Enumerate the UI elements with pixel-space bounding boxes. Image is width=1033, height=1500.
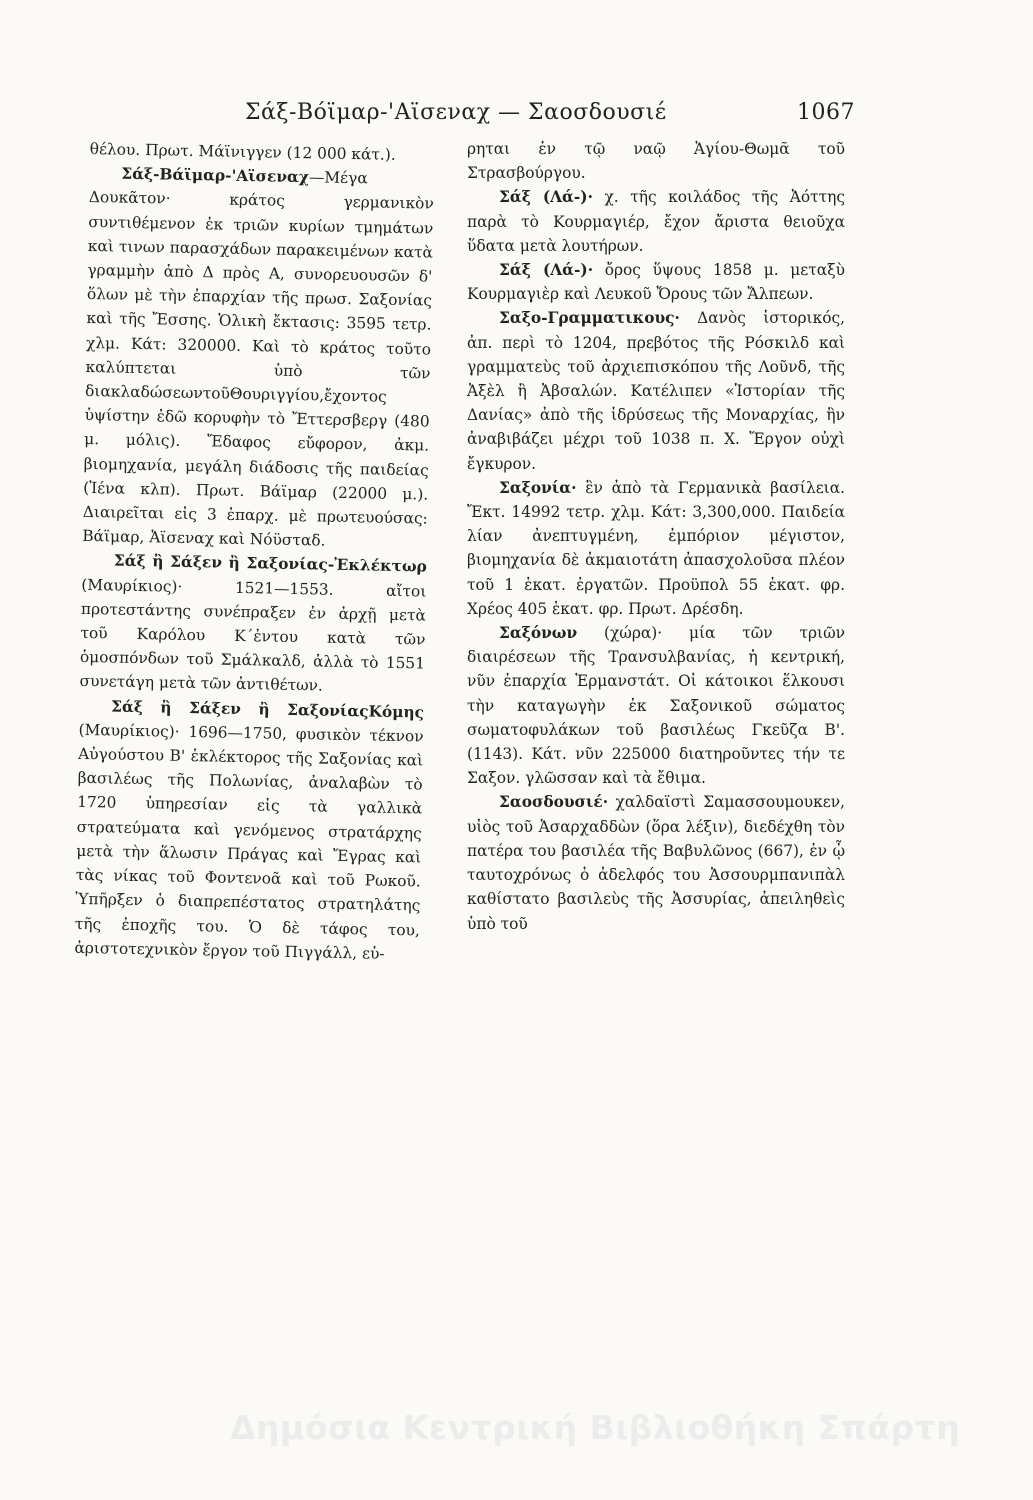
entry-body: χ. τῆς κοιλάδος τῆς Ἀόττης παρὰ τὸ Κουρμαγιέρ, ἔχον ἄριστα θειοῦχα ὕδατα μετὰ λουτήρων.	[467, 188, 845, 255]
running-head	[245, 100, 855, 134]
entry-body: (Μαυρίκιος)· 1696—1750, φυσικὸν τέκνον Αὐγούστου Β' ἐκλέκτορος τῆς Σαξονίας καὶ βασιλέως τῆς Πολωνίας, ἀναλαβὼν τὸ 1720 ὑπηρεσίαν εἰς τὰ γαλλικὰ στρατεύματα καὶ γενόμενος στρατάρχης μετὰ τὴν ἅλωσιν Πράγας καὶ Ἔγρας καὶ τὰς νίκας τοῦ Φοντενοᾶ καὶ τοῦ Ρωκοῦ. Ὑπῆρξεν ὁ διαπρεπέστατος στρατηλάτης τῆς ἐποχῆς του. Ὁ δὲ τάφος του, ἀριστοτεχνικὸν ἔργον τοῦ Πιγγάλλ, εὑ-	[74, 720, 424, 963]
entry-headword: Σάξ ἢ Σάξεν ἢ ΣαξονίαςΚόμης	[110, 697, 425, 722]
library-watermark: Δημόσια Κεντρική Βιβλιοθήκη Σπάρτη	[230, 1408, 961, 1447]
entry-headword: Σαξόνων	[499, 624, 578, 643]
entry-saxony	[467, 476, 845, 621]
entry-saxe-count-maurice	[74, 694, 424, 967]
entry-headword: Σάξ (Λά-)·	[499, 261, 594, 280]
entry-body: (χώρα)· μία τῶν τριῶν διαιρέσεων τῆς Τρανσυλβανίας, ἡ κεντρική, νῦν ἐπαρχία Ἑρμανστάτ. Οἱ κάτοικοι ἕλκουσι τὴν καταγωγὴν ἐκ Σαξονικοῦ σώματος σωματοφυλάκων τοῦ βασιλέως Γκεῦζα Β'. (1143). Κάτ. νῦν 225000 διατηροῦντες τήν τε Σαξον. γλῶσσαν καὶ τὰ ἔθιμα.	[467, 624, 845, 788]
entry-body: —Μέγα Δουκᾶτον· κράτος γερμανικὸν συντιθέμενον ἐκ τριῶν κυρίων τμημάτων καὶ τινων παρασχάδων παρακειμένων κατὰ γραμμὴν ἀπὸ Δ πρὸς Α, συνορευουσῶν δ' ὅλων μὲ τὴν ἐπαρχίαν τῆς πρωσ. Σαξονίας καὶ τῆς Ἔσσης. Ὁλικὴ ἔκτασις: 3595 τετρ. χλμ. Κάτ: 320000. Καὶ τὸ κράτος τοῦτο καλύπτεται ὑπὸ τῶν διακλαδώσεωντοῦΘουριγγίου,ἔχοντος ὑψίστην ἐδῶ κορυφὴν τὸ Ἔττερσβεργ (480 μ. μόλις). Ἔδαφος εὔφορον, ἀκμ. βιομηχανία, μεγάλη διάδοσις τῆς παιδείας (Ἰένα κλπ). Πρωτ. Βάϊμαρ (22000 μ.). Διαιρεῖται εἰς 3 ἐπαρχ. μὲ πρωτευούσας: Βάϊμαρ, Ἀϊσεναχ καὶ Νόϋσταδ.	[82, 168, 434, 550]
entry-la-saxe-mountain	[467, 258, 845, 306]
entry-body: (Μαυρίκιος)· 1521—1553. αἴτοι προτεστάντης συνέπραξεν ἐν ἀρχῇ μετὰ τοῦ Καρόλου Κ΄ἐντου κατὰ τῶν ὁμοσπόνδων τοῦ Σμάλκαλδ, ἀλλὰ τὸ 1551 συνετάγη μετὰ τῶν ἀντιθέτων.	[79, 575, 427, 696]
entry-headword: Σάξ-Βάϊμαρ-'Αϊσεναχ	[121, 164, 310, 187]
right-column	[467, 137, 845, 936]
entry-body: χαλδαϊστὶ Σαμασσουμουκεν, υἱὸς τοῦ Ἀσαρχαδδὼν (ὅρα λέξιν), διεδέχθη τὸν πατέρα του βασιλέα τῆς Βαβυλῶνος (667), ἐν ᾧ ταυτοχρόνως ὁ ἀδελφός του Ἀσσουρμπανιπὰλ καθίστατο βασιλεὺς τῆς Ἀσσυρίας, ἀπειληθεὶς ὑπὸ τοῦ	[467, 793, 845, 933]
left-column	[74, 137, 435, 966]
entry-saxe-elector-maurice	[79, 548, 427, 700]
entry-headword: Σάξ (Λά-)·	[499, 188, 593, 207]
entry-headword: Σαξονία·	[499, 478, 577, 497]
entry-saxo-grammaticus	[467, 306, 845, 475]
entry-body: ἓν ἀπὸ τὰ Γερμανικὰ βασίλεια. Ἔκτ. 14992 τετρ. χλμ. Κάτ: 3,300,000. Παιδεία λίαν ἀνεπτυγμένη, ἐμπόριον μέγιστον, βιομηχανία δὲ ἀκμαιοτάτη ἀπασχολοῦσα πλέον τοῦ 1 ἑκατ. ἐργατῶν. Προϋπολ 55 ἑκατ. φρ. Χρέος 405 ἑκατ. φρ. Πρωτ. Δρέσδη.	[467, 478, 845, 618]
entry-body: ὄρος ὕψους 1858 μ. μεταξὺ Κουρμαγιὲρ καὶ Λευκοῦ Ὄρους τῶν Ἄλπεων.	[467, 261, 845, 304]
entry-headword: Σαξο-Γραμματικους·	[499, 309, 680, 328]
page-number: 1067	[797, 100, 855, 125]
entry-saxe-weimar-eisenach	[82, 161, 434, 555]
entry-saxon-land	[467, 621, 845, 790]
entry-saosduchin	[467, 790, 845, 935]
left-continuation: θέλου. Πρωτ. Μάϊνιγγεν (12 000 κάτ.).	[89, 139, 396, 164]
entry-la-saxe-valley	[467, 185, 845, 258]
entry-body: Δανὸς ἱστορικός, ἀπ. περὶ τὸ 1204, πρεβότος τῆς Ρόσκιλδ καὶ γραμματεὺς τοῦ ἀρχιεπισκόπου τῆς Λοῦνδ, τῆς Ἀξὲλ ἢ Ἀβσαλών. Κατέλιπεν «Ἱστορίαν τῆς Δανίας» ἀπὸ τῆς ἱδρύσεως τῆς Μοναρχίας, ἣν ἀναβιβάζει μέχρι τοῦ 1038 π. Χ. Ἔργον οὐχὶ ἔγκυρον.	[467, 309, 845, 473]
entry-headword: Σαοσδουσιέ·	[499, 793, 609, 812]
entry-headword: Σάξ ἢ Σάξεν ἢ Σαξονίας-Ἐκλέκτωρ	[113, 551, 427, 576]
right-continuation: ρηται ἐν τῷ ναῷ Ἁγίου-Θωμᾶ τοῦ Στρασβούργου.	[467, 140, 845, 183]
running-head-title: Σάξ-Βόϊμαρ-'Αϊσεναχ — Σαοσδουσιέ	[245, 100, 667, 125]
